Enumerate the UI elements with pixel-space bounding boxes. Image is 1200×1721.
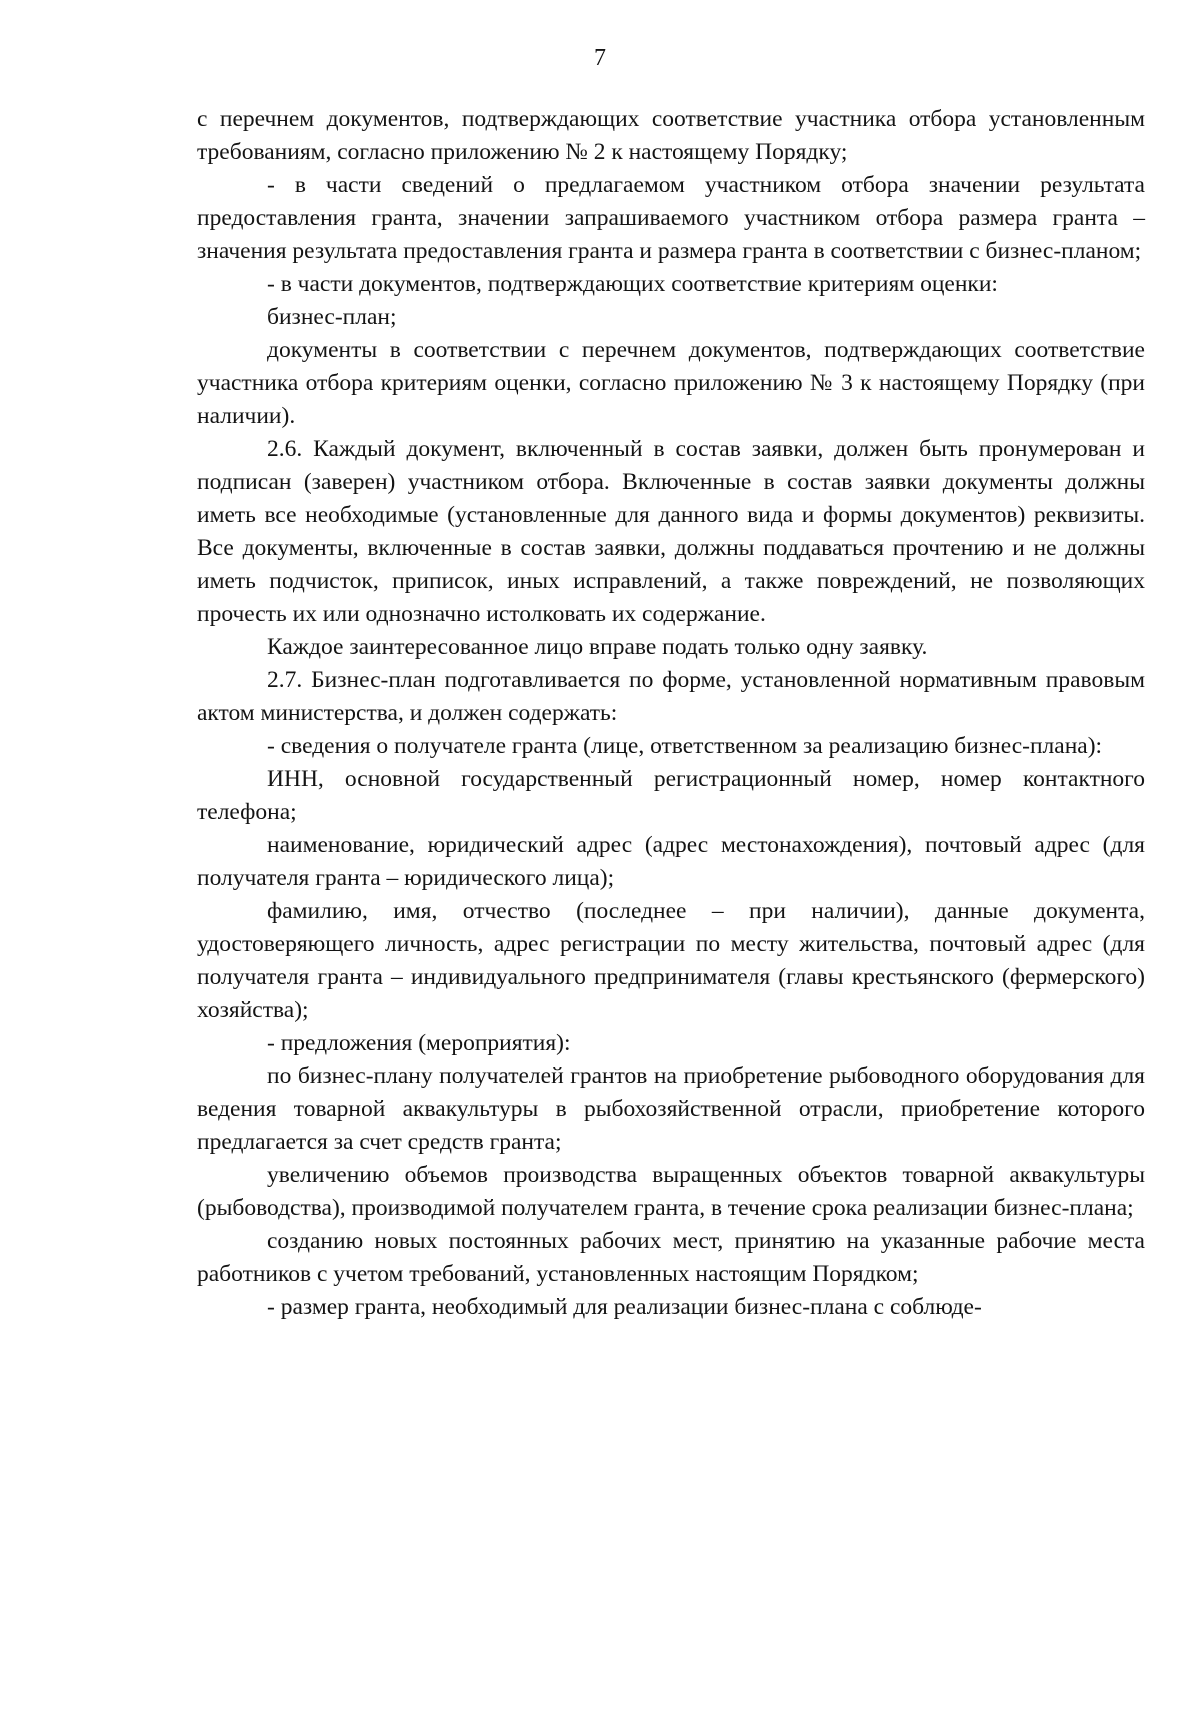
paragraph-4: бизнес-план; bbox=[267, 304, 397, 330]
paragraph-10: ИНН, основной государственный регистрационный номер, номер контактного телефона; bbox=[197, 766, 1145, 825]
paragraph-12: фамилию, имя, отчество (последнее – при наличии), данные документа, удостоверяющего личность, адрес регистрации по месту жительства, почтовый адрес (для получателя гранта – индивидуального предпринимателя (главы крестьянского (фермерского) хозяйства); bbox=[197, 898, 1145, 1023]
paragraph-8: 2.7. Бизнес-план подготавливается по форме, установленной нормативным правовым актом министерства, и должен содержать: bbox=[197, 667, 1145, 726]
paragraph-7: Каждое заинтересованное лицо вправе подать только одну заявку. bbox=[267, 634, 928, 660]
paragraph-5: документы в соответствии с перечнем документов, подтверждающих соответствие участника отбора критериям оценки, согласно приложению № 3 к настоящему Порядку (при наличии). bbox=[197, 337, 1145, 429]
paragraph-11: наименование, юридический адрес (адрес местонахождения), почтовый адрес (для получателя гранта – юридического лица); bbox=[197, 832, 1145, 891]
document-body bbox=[197, 103, 1145, 1324]
page-number: 7 bbox=[594, 45, 606, 71]
paragraph-13: - предложения (мероприятия): bbox=[267, 1030, 571, 1056]
paragraph-14: по бизнес-плану получателей грантов на приобретение рыбоводного оборудования для ведения товарной аквакультуры в рыбохозяйственной отрасли, приобретение которого предлагается за счет средств гранта; bbox=[197, 1063, 1145, 1155]
paragraph-2: - в части сведений о предлагаемом участником отбора значении результата предоставления гранта, значении запрашиваемого участником отбора размера гранта – значения результата предоставления гранта и размера гранта в соответствии с бизнес-планом; bbox=[197, 172, 1145, 264]
paragraph-6: 2.6. Каждый документ, включенный в состав заявки, должен быть пронумерован и подписан (заверен) участником отбора. Включенные в состав заявки документы должны иметь все необходимые (установленные для данного вида и формы документов) реквизиты. Все документы, включенные в состав заявки, должны поддаваться прочтению и не должны иметь подчисток, приписок, иных исправлений, а также повреждений, не позволяющих прочесть их или однозначно истолковать их содержание. bbox=[197, 436, 1145, 627]
paragraph-15: увеличению объемов производства выращенных объектов товарной аквакультуры (рыбоводства), производимой получателем гранта, в течение срока реализации бизнес-плана; bbox=[197, 1162, 1145, 1221]
paragraph-17: - размер гранта, необходимый для реализации бизнес-плана с соблюде- bbox=[267, 1294, 982, 1320]
paragraph-9: - сведения о получателе гранта (лице, ответственном за реализацию бизнес-плана): bbox=[267, 733, 1103, 759]
paragraph-16: созданию новых постоянных рабочих мест, принятию на указанные рабочие места работников с учетом требований, установленных настоящим Порядком; bbox=[197, 1228, 1145, 1287]
paragraph-1: с перечнем документов, подтверждающих соответствие участника отбора установленным требованиям, согласно приложению № 2 к настоящему Порядку; bbox=[197, 106, 1145, 165]
paragraph-3: - в части документов, подтверждающих соответствие критериям оценки: bbox=[267, 271, 998, 297]
